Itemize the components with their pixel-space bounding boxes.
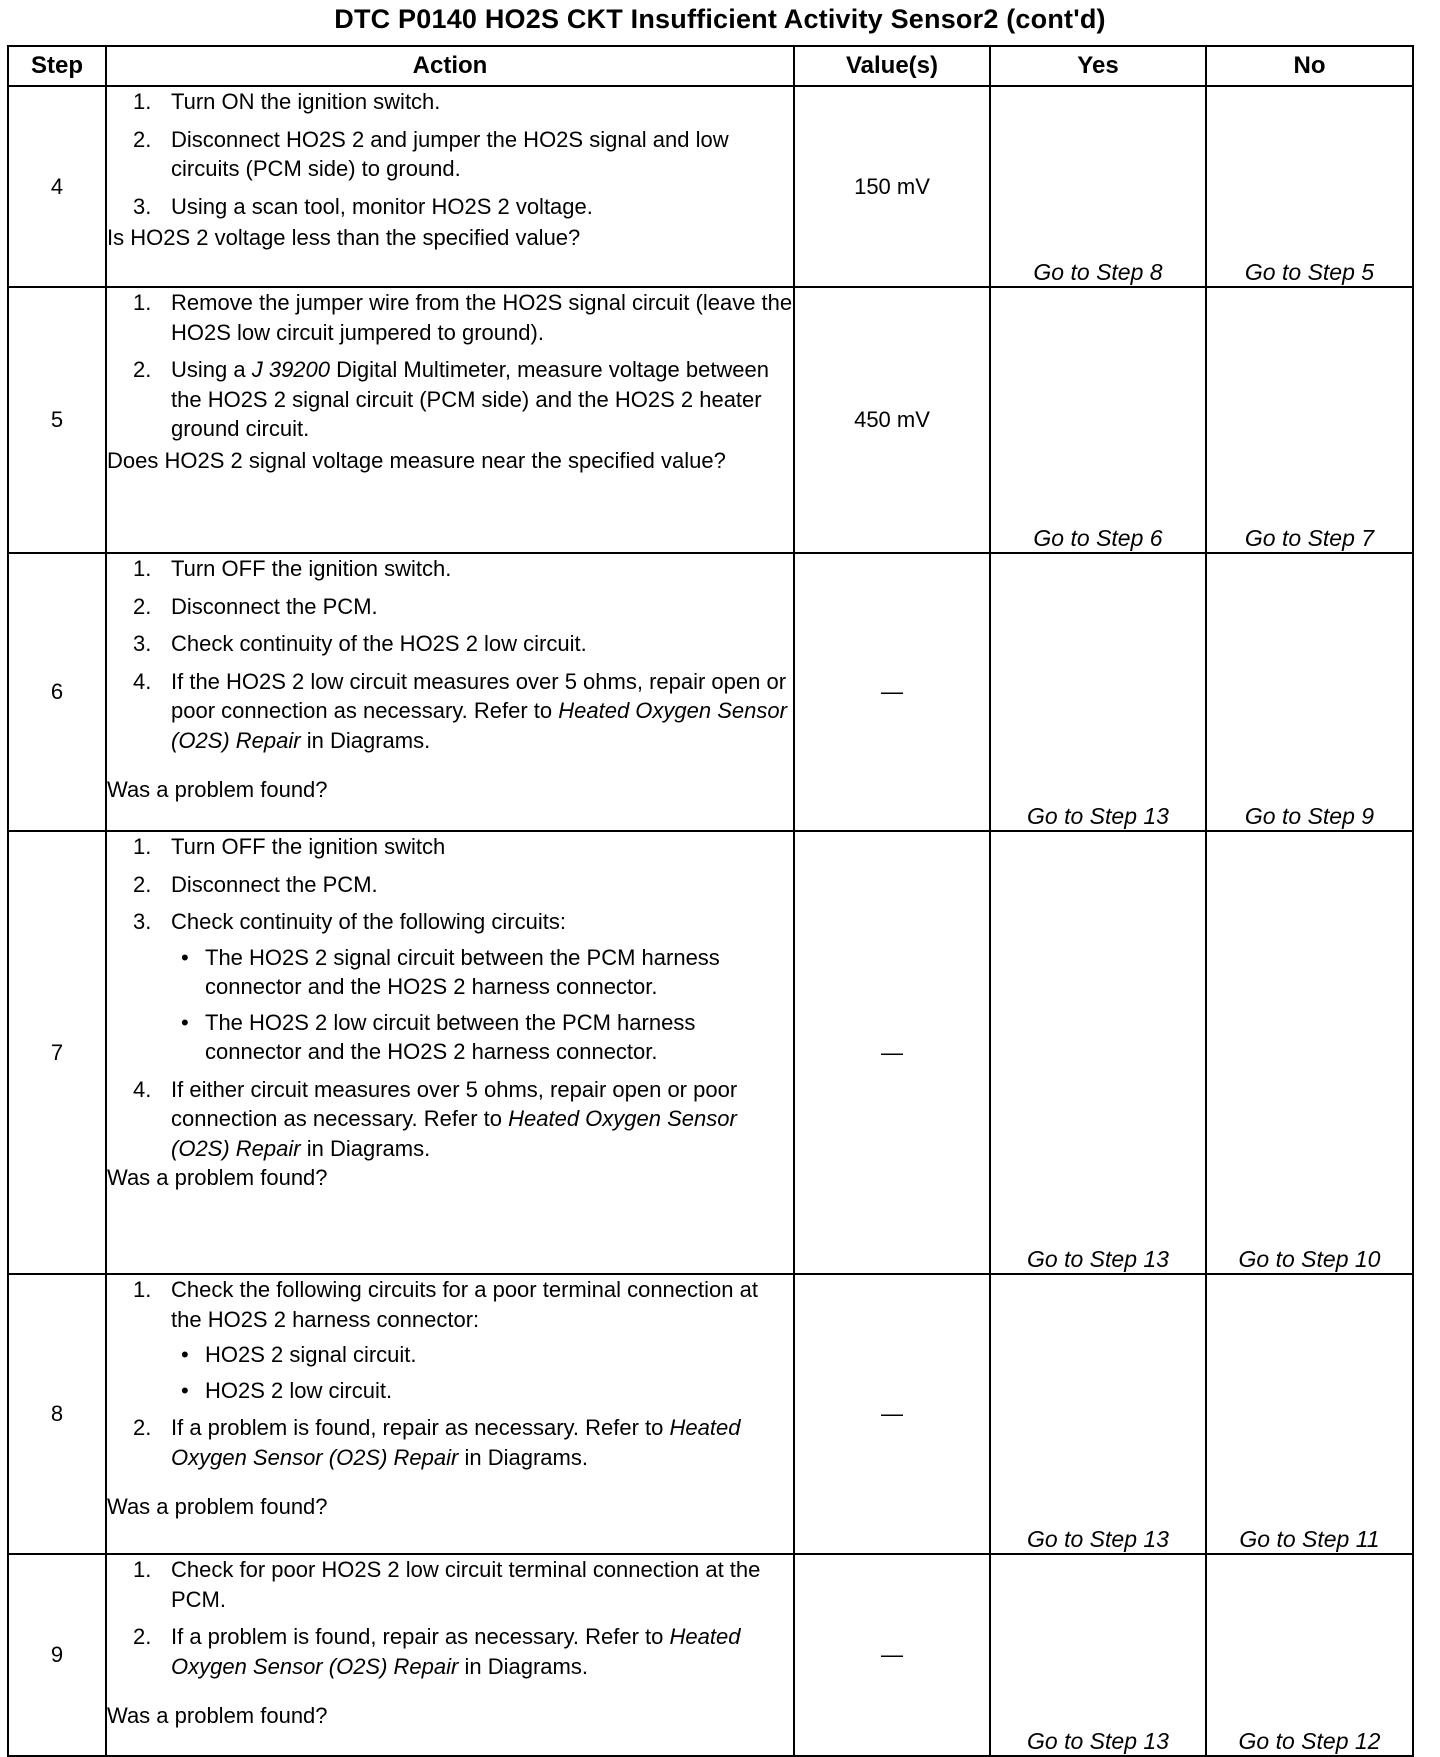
- action-question: Was a problem found?: [107, 1494, 328, 1519]
- header-step: Step: [8, 46, 106, 86]
- yes-link[interactable]: Go to Step 13: [990, 831, 1206, 1274]
- table-row-step-6: [8, 553, 1413, 831]
- step-number: 8: [8, 1274, 106, 1554]
- action-item: 3. Using a scan tool, monitor HO2S 2 voltage.: [133, 193, 593, 219]
- action-list: [107, 288, 793, 444]
- action-list: [107, 1555, 793, 1681]
- action-item: 2. If a problem is found, repair as necessary. Refer to Heated Oxygen Sensor (O2S) Repair in Diagrams.: [133, 1624, 741, 1679]
- action-item: 1. Turn ON the ignition switch.: [133, 89, 441, 114]
- action-cell: [106, 287, 794, 553]
- value-dash: —: [881, 679, 903, 704]
- header-action: Action: [106, 46, 794, 86]
- header-yes: Yes: [990, 46, 1206, 86]
- action-item: 2. Using a J 39200 Digital Multimeter, measure voltage between the HO2S 2 signal circuit (PCM side) and the HO2S 2 heater ground circuit.: [133, 357, 770, 441]
- header-no: No: [1206, 46, 1413, 86]
- value-cell: 450 mV: [794, 287, 990, 553]
- action-item: 3. Check continuity of the following circuits: • The HO2S 2 signal circuit between the PCM harness connector and the HO2S 2 harness connector. • The HO2S 2 low circuit between the PCM harness connector and the HO2S 2 harness connector.: [107, 907, 793, 1067]
- value-dash: —: [881, 1642, 903, 1667]
- step-number: 5: [8, 287, 106, 553]
- step-number: 7: [8, 831, 106, 1274]
- table-row-step-4: [8, 86, 1413, 287]
- action-question: Does HO2S 2 signal voltage measure near the specified value?: [107, 447, 726, 473]
- page-title: DTC P0140 HO2S CKT Insufficient Activity Sensor2 (cont'd): [334, 4, 1106, 34]
- action-item: 1. Turn OFF the ignition switch.: [133, 556, 452, 581]
- action-item: 2. Disconnect the PCM.: [133, 871, 378, 897]
- value-dash: —: [881, 1039, 903, 1065]
- no-link[interactable]: Go to Step 12: [1206, 1554, 1413, 1756]
- no-link[interactable]: Go to Step 7: [1206, 287, 1413, 553]
- value-cell: [794, 553, 990, 831]
- action-item: 1. Check for poor HO2S 2 low circuit terminal connection at the PCM.: [133, 1557, 761, 1612]
- value-dash: —: [881, 1401, 903, 1426]
- action-question: Is HO2S 2 voltage less than the specified value?: [107, 225, 581, 250]
- action-question: Was a problem found?: [107, 1703, 328, 1728]
- action-cell: [106, 1554, 794, 1756]
- step-number: 4: [8, 86, 106, 287]
- sub-bullet-item: • The HO2S 2 signal circuit between the PCM harness connector and the HO2S 2 harness connector.: [181, 944, 720, 999]
- table-row-step-8: [8, 1274, 1413, 1554]
- yes-link[interactable]: Go to Step 8: [990, 86, 1206, 287]
- action-question: Was a problem found?: [107, 777, 328, 802]
- diagnostic-table: [7, 45, 1414, 1757]
- action-list: [107, 832, 793, 1163]
- sub-bullet-item: • The HO2S 2 low circuit between the PCM harness connector and the HO2S 2 harness connector.: [181, 1009, 696, 1064]
- header-values: Value(s): [794, 46, 990, 86]
- action-cell: [106, 1274, 794, 1554]
- action-item: 2. Disconnect the PCM.: [133, 593, 378, 619]
- action-question: Was a problem found?: [107, 1165, 328, 1190]
- sub-bullet-list: [171, 1340, 793, 1405]
- no-link[interactable]: Go to Step 9: [1206, 553, 1413, 831]
- value-cell: [794, 1554, 990, 1756]
- table-row-step-5: [8, 287, 1413, 553]
- action-cell: [106, 553, 794, 831]
- action-list: [107, 1275, 793, 1472]
- value-cell: [794, 1274, 990, 1554]
- action-list: [107, 87, 793, 221]
- action-item: 4. If the HO2S 2 low circuit measures over 5 ohms, repair open or poor connection as necessary. Refer to Heated Oxygen Sensor (O2S) Repair in Diagrams.: [133, 668, 787, 753]
- step-number: 6: [8, 553, 106, 831]
- value-cell: 150 mV: [794, 86, 990, 287]
- value-cell: [794, 831, 990, 1274]
- yes-link[interactable]: Go to Step 6: [990, 287, 1206, 553]
- table-row-step-7: [8, 831, 1413, 1274]
- yes-link[interactable]: Go to Step 13: [990, 1274, 1206, 1554]
- no-link[interactable]: Go to Step 11: [1206, 1274, 1413, 1554]
- yes-link[interactable]: Go to Step 13: [990, 1554, 1206, 1756]
- action-item: 3. Check continuity of the HO2S 2 low circuit.: [133, 631, 587, 656]
- no-link[interactable]: Go to Step 10: [1206, 831, 1413, 1274]
- action-item: 2. Disconnect HO2S 2 and jumper the HO2S signal and low circuits (PCM side) to ground.: [133, 126, 729, 181]
- action-item: 4. If either circuit measures over 5 ohms, repair open or poor connection as necessary. Refer to Heated Oxygen Sensor (O2S) Repair in Diagrams.: [133, 1076, 738, 1161]
- action-cell: [106, 831, 794, 1274]
- yes-link[interactable]: Go to Step 13: [990, 553, 1206, 831]
- step-number: 9: [8, 1554, 106, 1756]
- sub-bullet-item: • HO2S 2 signal circuit.: [181, 1342, 417, 1367]
- sub-bullet-item: • HO2S 2 low circuit.: [181, 1377, 393, 1403]
- table-header-row: [8, 46, 1413, 86]
- action-item: 2. If a problem is found, repair as necessary. Refer to Heated Oxygen Sensor (O2S) Repair in Diagrams.: [133, 1415, 741, 1470]
- action-item: 1. Turn OFF the ignition switch: [133, 834, 446, 859]
- table-row-step-9: [8, 1554, 1413, 1756]
- action-cell: [106, 86, 794, 287]
- action-list: [107, 554, 793, 755]
- action-item: 1. Check the following circuits for a poor terminal connection at the HO2S 2 harness connector: • HO2S 2 signal circuit. • HO2S 2 low circuit.: [107, 1275, 793, 1405]
- no-link[interactable]: Go to Step 5: [1206, 86, 1413, 287]
- sub-bullet-list: [171, 943, 793, 1067]
- action-item: 1. Remove the jumper wire from the HO2S signal circuit (leave the HO2S low circuit jumpered to ground).: [133, 290, 793, 345]
